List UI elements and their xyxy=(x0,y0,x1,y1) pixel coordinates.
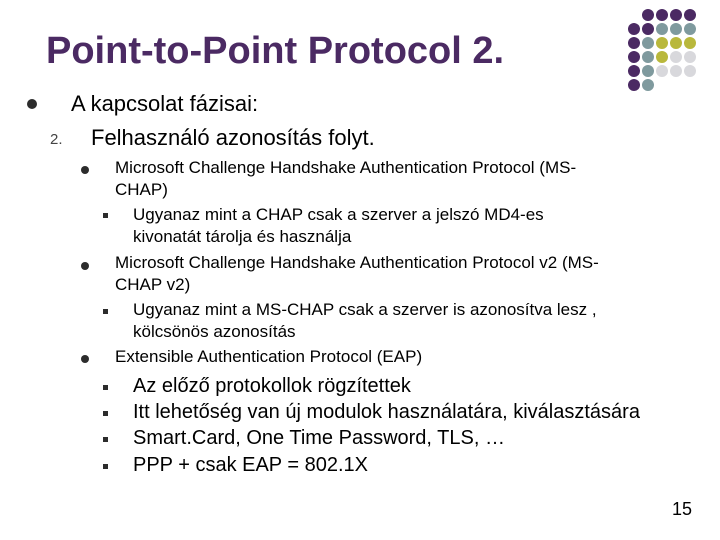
bullet-square-icon xyxy=(103,411,108,416)
eap-point: PPP + csak EAP = 802.1X xyxy=(133,454,368,476)
bullet-dot-icon xyxy=(81,166,89,174)
page-title: Point-to-Point Protocol 2. xyxy=(46,30,505,72)
mschapv2-item-line2: CHAP v2) xyxy=(115,275,191,294)
decorative-dot xyxy=(656,9,668,21)
level2-number: 2. xyxy=(50,131,63,148)
mschapv2-sub-line2: kölcsönös azonosítás xyxy=(133,322,296,341)
decorative-dot xyxy=(684,51,696,63)
bullet-square-icon xyxy=(103,464,108,469)
decorative-dot xyxy=(656,23,668,35)
decorative-dot xyxy=(656,51,668,63)
eap-item-line1: Extensible Authentication Protocol (EAP) xyxy=(115,347,423,366)
mschap-sub-line1: Ugyanaz mint a CHAP csak a szerver a jelszó MD4-es xyxy=(133,205,544,224)
decorative-dot xyxy=(670,51,682,63)
decorative-dot xyxy=(628,23,640,35)
eap-point: Smart.Card, One Time Password, TLS, … xyxy=(133,427,505,449)
decorative-dot xyxy=(628,79,640,91)
page-number: 15 xyxy=(672,499,693,519)
mschapv2-item-line1: Microsoft Challenge Handshake Authentication Protocol v2 (MS- xyxy=(115,253,599,272)
decorative-dot xyxy=(628,37,640,49)
eap-point: Az előző protokollok rögzítettek xyxy=(133,375,411,397)
decorative-dot xyxy=(628,65,640,77)
decorative-dot xyxy=(670,9,682,21)
decorative-dot xyxy=(656,37,668,49)
decorative-dot xyxy=(656,65,668,77)
decorative-dot xyxy=(684,65,696,77)
level1-heading: A kapcsolat fázisai: xyxy=(71,91,259,116)
decorative-dot xyxy=(642,9,654,21)
mschap-sub-line2: kivonatát tárolja és használja xyxy=(133,227,352,246)
bullet-square-icon xyxy=(103,385,108,390)
decorative-dot xyxy=(670,65,682,77)
decorative-dot xyxy=(642,51,654,63)
decorative-dot xyxy=(684,23,696,35)
level2-heading: Felhasználó azonosítás folyt. xyxy=(91,125,375,150)
decorative-dot xyxy=(642,79,654,91)
bullet-square-icon xyxy=(103,213,108,218)
mschapv2-sub-line1: Ugyanaz mint a MS-CHAP csak a szerver is azonosítva lesz , xyxy=(133,300,597,319)
bullet-square-icon xyxy=(103,309,108,314)
decorative-dot xyxy=(642,23,654,35)
decorative-dot-grid xyxy=(628,9,720,93)
decorative-dot xyxy=(642,37,654,49)
decorative-dot xyxy=(684,9,696,21)
decorative-dot xyxy=(628,51,640,63)
bullet-dot-icon xyxy=(27,99,37,109)
bullet-dot-icon xyxy=(81,262,89,270)
eap-point: Itt lehetőség van új modulok használatára, kiválasztására xyxy=(133,401,640,423)
bullet-dot-icon xyxy=(81,355,89,363)
mschap-item-line1: Microsoft Challenge Handshake Authentication Protocol (MS- xyxy=(115,158,577,177)
decorative-dot xyxy=(642,65,654,77)
bullet-square-icon xyxy=(103,437,108,442)
decorative-dot xyxy=(684,37,696,49)
mschap-item-line2: CHAP) xyxy=(115,180,168,199)
decorative-dot xyxy=(670,23,682,35)
decorative-dot xyxy=(670,37,682,49)
